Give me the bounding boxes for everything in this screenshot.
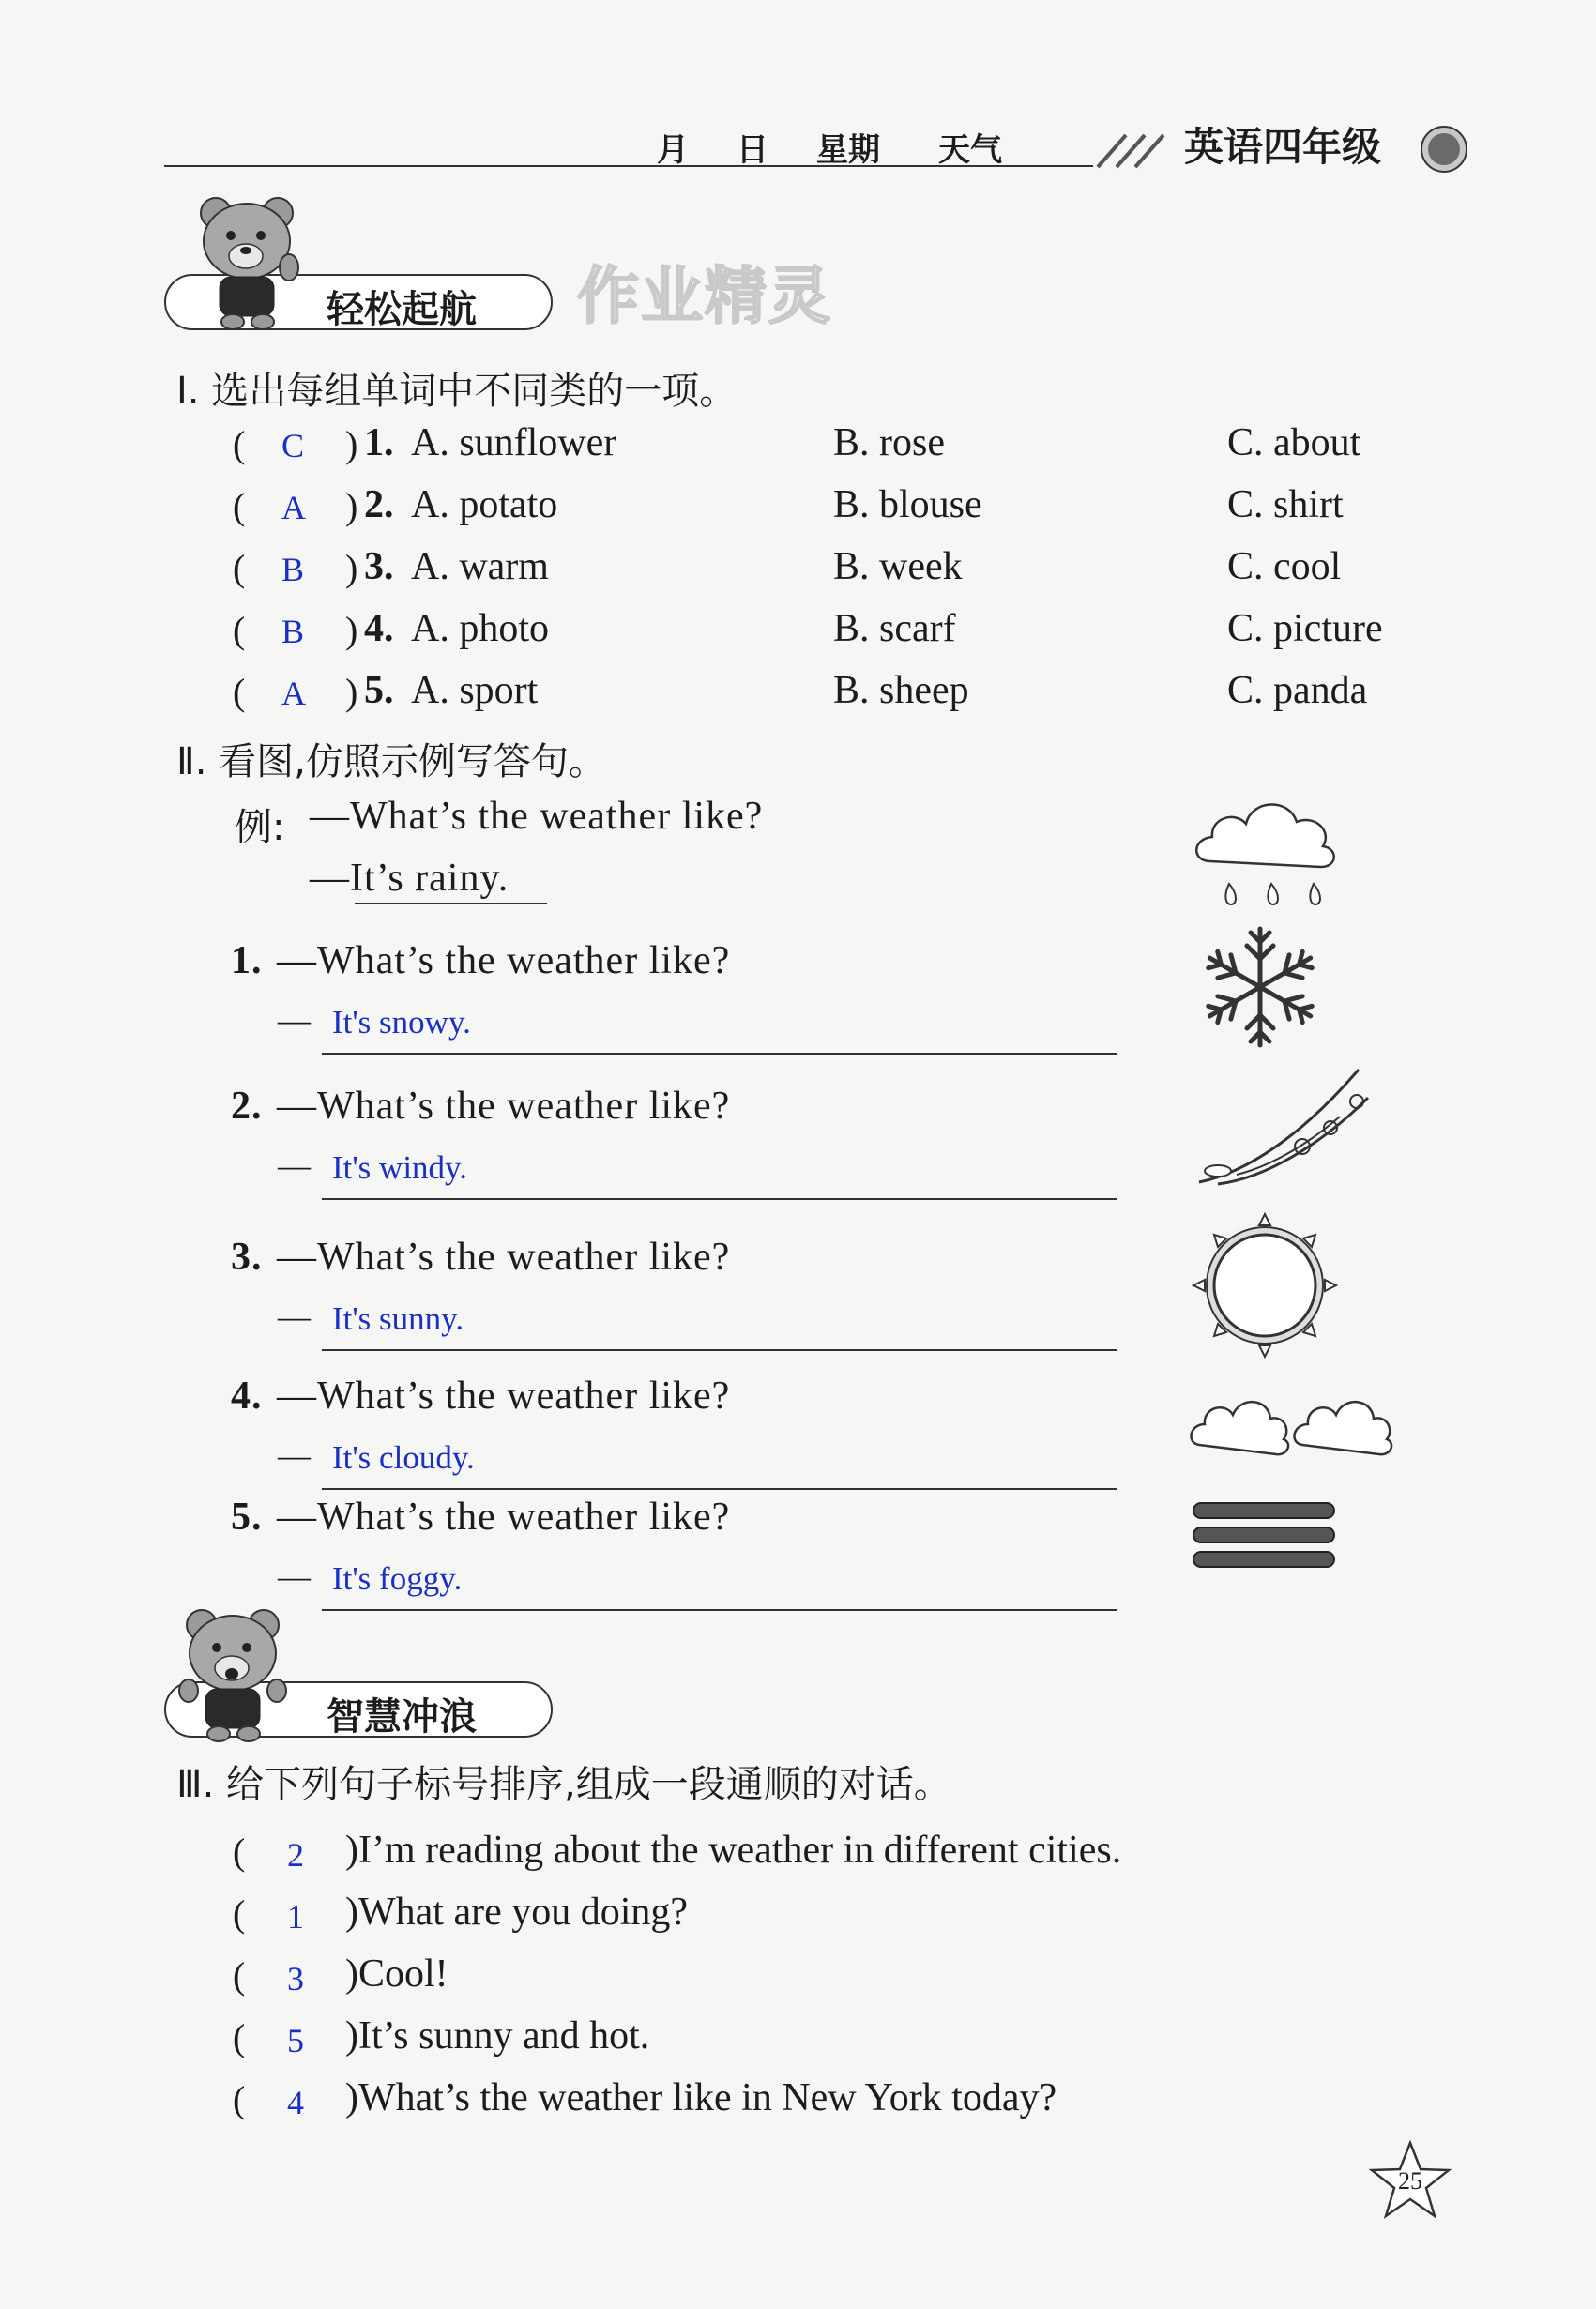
option-a: A. sunflower (411, 421, 617, 464)
sentence: )What’s the weather like in New York today? (345, 2076, 1057, 2119)
paren-open: ( (233, 2078, 246, 2120)
option-c: C. shirt (1227, 483, 1344, 526)
question-text: —What’s the weather like? (277, 1236, 731, 1279)
option-c: C. panda (1227, 669, 1368, 712)
banner-easy-start-title: 轻松起航 (327, 288, 477, 331)
paren-open: ( (233, 547, 246, 589)
question-number: 4. (364, 607, 394, 650)
answer-line (322, 1488, 1117, 1490)
paren-close: ) (345, 609, 358, 651)
question-text: —What’s the weather like? (277, 1496, 731, 1539)
order-number: 1 (287, 1898, 304, 1936)
answer-text: It's snowy. (332, 1004, 471, 1041)
paren-close: ) (345, 423, 358, 465)
answer-choice: C (281, 427, 305, 464)
paren-open: ( (233, 1892, 246, 1935)
answer-dash: — (278, 1299, 311, 1335)
section3-title: Ⅲ. 给下列句子标号排序,组成一段通顺的对话。 (176, 1763, 951, 1806)
answer-text: It's windy. (332, 1149, 468, 1186)
answer-choice: B (281, 613, 305, 650)
answer-choice: A (281, 675, 306, 712)
question-number: 1. (231, 939, 263, 982)
example-answer-line (355, 903, 547, 904)
answer-line (322, 1053, 1117, 1055)
sentence: )What are you doing? (345, 1891, 689, 1934)
rain-cloud-icon (1192, 786, 1342, 918)
example-answer: —It’s rainy. (310, 857, 509, 900)
question-number: 4. (231, 1375, 263, 1418)
order-number: 4 (287, 2084, 304, 2121)
option-b: B. sheep (833, 669, 969, 712)
header-dot-icon (1419, 124, 1469, 175)
option-c: C. cool (1227, 545, 1342, 588)
question-number: 2. (231, 1085, 263, 1128)
page-number: 25 (1398, 2167, 1422, 2195)
paren-open: ( (233, 671, 246, 713)
paren-open: ( (233, 1954, 246, 1997)
answer-line (322, 1198, 1117, 1200)
option-a: A. warm (411, 545, 549, 588)
example-question: —What’s the weather like? (310, 795, 764, 838)
bear-mascot-icon (188, 192, 310, 333)
option-b: B. rose (833, 421, 945, 464)
sun-icon (1190, 1210, 1340, 1360)
header-grade: 英语四年级 (1184, 124, 1382, 170)
order-number: 3 (287, 1960, 304, 1998)
question-number: 2. (364, 483, 394, 526)
answer-text: It's sunny. (332, 1300, 464, 1337)
question-number: 3. (231, 1236, 263, 1279)
order-number: 2 (287, 1836, 304, 1874)
section2-title: Ⅱ. 看图,仿照示例写答句。 (176, 740, 606, 783)
header-slashes (1088, 129, 1182, 171)
question-number: 3. (364, 545, 394, 588)
order-number: 5 (287, 2022, 304, 2059)
option-b: B. week (833, 545, 963, 588)
question-text: —What’s the weather like? (277, 1375, 731, 1418)
option-b: B. blouse (833, 483, 982, 526)
header-day: 日 (737, 131, 768, 169)
answer-text: It's foggy. (332, 1560, 463, 1597)
question-text: —What’s the weather like? (277, 939, 731, 982)
paren-open: ( (233, 1830, 246, 1873)
option-a: A. sport (411, 669, 539, 712)
answer-dash: — (278, 1147, 311, 1184)
banner-smart-surf-title: 智慧冲浪 (327, 1695, 477, 1739)
answer-text: It's cloudy. (332, 1439, 475, 1476)
sentence: )It’s sunny and hot. (345, 2014, 650, 2058)
option-b: B. scarf (833, 607, 956, 650)
answer-choice: B (281, 551, 305, 588)
paren-open: ( (233, 2016, 246, 2058)
paren-open: ( (233, 485, 246, 527)
bear-mascot-2-icon (174, 1604, 296, 1745)
wind-icon (1190, 1060, 1377, 1201)
sentence: )Cool! (345, 1952, 448, 1996)
paren-close: ) (345, 547, 358, 589)
paren-open: ( (233, 609, 246, 651)
snowflake-icon (1190, 921, 1330, 1053)
question-number: 1. (364, 421, 394, 464)
sentence: )I’m reading about the weather in different cities. (345, 1829, 1122, 1872)
header-month: 月 (657, 131, 689, 169)
answer-line (322, 1609, 1117, 1611)
paren-close: ) (345, 671, 358, 713)
answer-dash: — (278, 1558, 311, 1595)
question-number: 5. (231, 1496, 263, 1539)
section1-title: Ⅰ. 选出每组单词中不同类的一项。 (176, 370, 737, 413)
watermark: 作业精灵 (577, 260, 832, 332)
answer-dash: — (278, 1002, 311, 1039)
header-weather: 天气 (938, 131, 1002, 169)
header-weekday: 星期 (816, 131, 880, 169)
answer-choice: A (281, 489, 306, 526)
option-c: C. picture (1227, 607, 1383, 650)
example-label: 例: (235, 806, 285, 849)
paren-close: ) (345, 485, 358, 527)
fog-icon (1192, 1499, 1342, 1574)
option-a: A. photo (411, 607, 549, 650)
option-a: A. potato (411, 483, 558, 526)
answer-line (322, 1349, 1117, 1351)
paren-open: ( (233, 423, 246, 465)
option-c: C. about (1227, 421, 1361, 464)
answer-dash: — (278, 1437, 311, 1474)
question-number: 5. (364, 669, 394, 712)
question-text: —What’s the weather like? (277, 1085, 731, 1128)
cloud-icon (1190, 1377, 1396, 1462)
